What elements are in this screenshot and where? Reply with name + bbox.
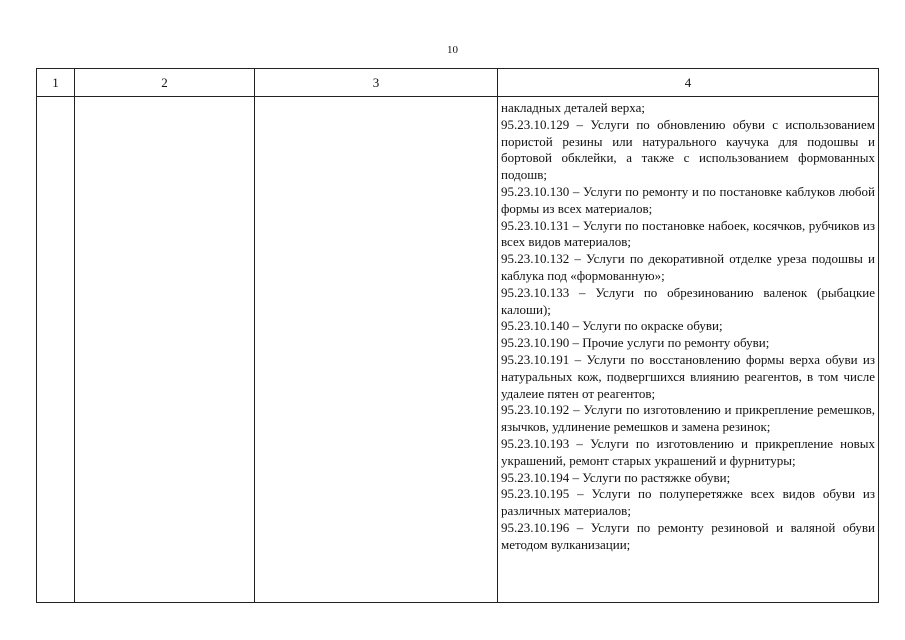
service-entry: 95.23.10.192 – Услуги по изготовлению и прикрепление ремешков, язычков, удлинение ремешков и замена резинок;	[501, 402, 875, 435]
service-entry: 95.23.10.132 – Услуги по декоративной отделке уреза подошвы и каблука под «формованную»;	[501, 251, 875, 283]
service-entry: 95.23.10.191 – Услуги по восстановлению формы верха обуви из натуральных кож, подвергшихся влиянию реагентов, в том числе удалеие пятен от реагентов;	[501, 351, 875, 401]
header-cell-2: 2	[75, 69, 255, 97]
service-entry: 95.23.10.130 – Услуги по ремонту и по постановке каблуков любой формы из всех материалов;	[501, 183, 875, 216]
services-table	[36, 68, 879, 603]
header-cell-3: 3	[255, 69, 498, 97]
service-entry: 95.23.10.129 – Услуги по обновлению обуви с использованием пористой резины или натурального каучука для подошвы и бортовой обклейки, а также с использованием формованных подошв;	[501, 116, 875, 183]
service-entry: накладных деталей верха;	[501, 100, 645, 115]
service-entry: 95.23.10.195 – Услуги по полуперетяжке всех видов обуви из различных материалов;	[501, 486, 875, 519]
cell-col-1	[37, 97, 75, 603]
service-entry: 95.23.10.193 – Услуги по изготовлению и прикрепление новых украшений, ремонт старых украшений и фурнитуры;	[501, 435, 875, 468]
table-row	[37, 97, 879, 603]
header-cell-1: 1	[37, 69, 75, 97]
cell-col-2	[75, 97, 255, 603]
service-entry: 95.23.10.131 – Услуги по постановке набоек, косячков, рубчиков из всех видов материалов;	[501, 217, 875, 250]
cell-col-3	[255, 97, 498, 603]
service-entry: 95.23.10.196 – Услуги по ремонту резиновой и валяной обуви методом вулканизации;	[501, 519, 875, 552]
table-header-row	[37, 69, 879, 97]
cell-col-4	[498, 97, 879, 603]
service-code-list	[498, 97, 878, 556]
service-entry: 95.23.10.133 – Услуги по обрезинованию валенок (рыбацкие калоши);	[501, 284, 875, 317]
service-entry: 95.23.10.190 – Прочие услуги по ремонту обуви;	[501, 335, 770, 351]
page-number: 10	[447, 44, 458, 56]
header-cell-4: 4	[498, 69, 879, 97]
service-entry: 95.23.10.194 – Услуги по растяжке обуви;	[501, 469, 731, 485]
service-entry: 95.23.10.140 – Услуги по окраске обуви;	[501, 318, 723, 334]
